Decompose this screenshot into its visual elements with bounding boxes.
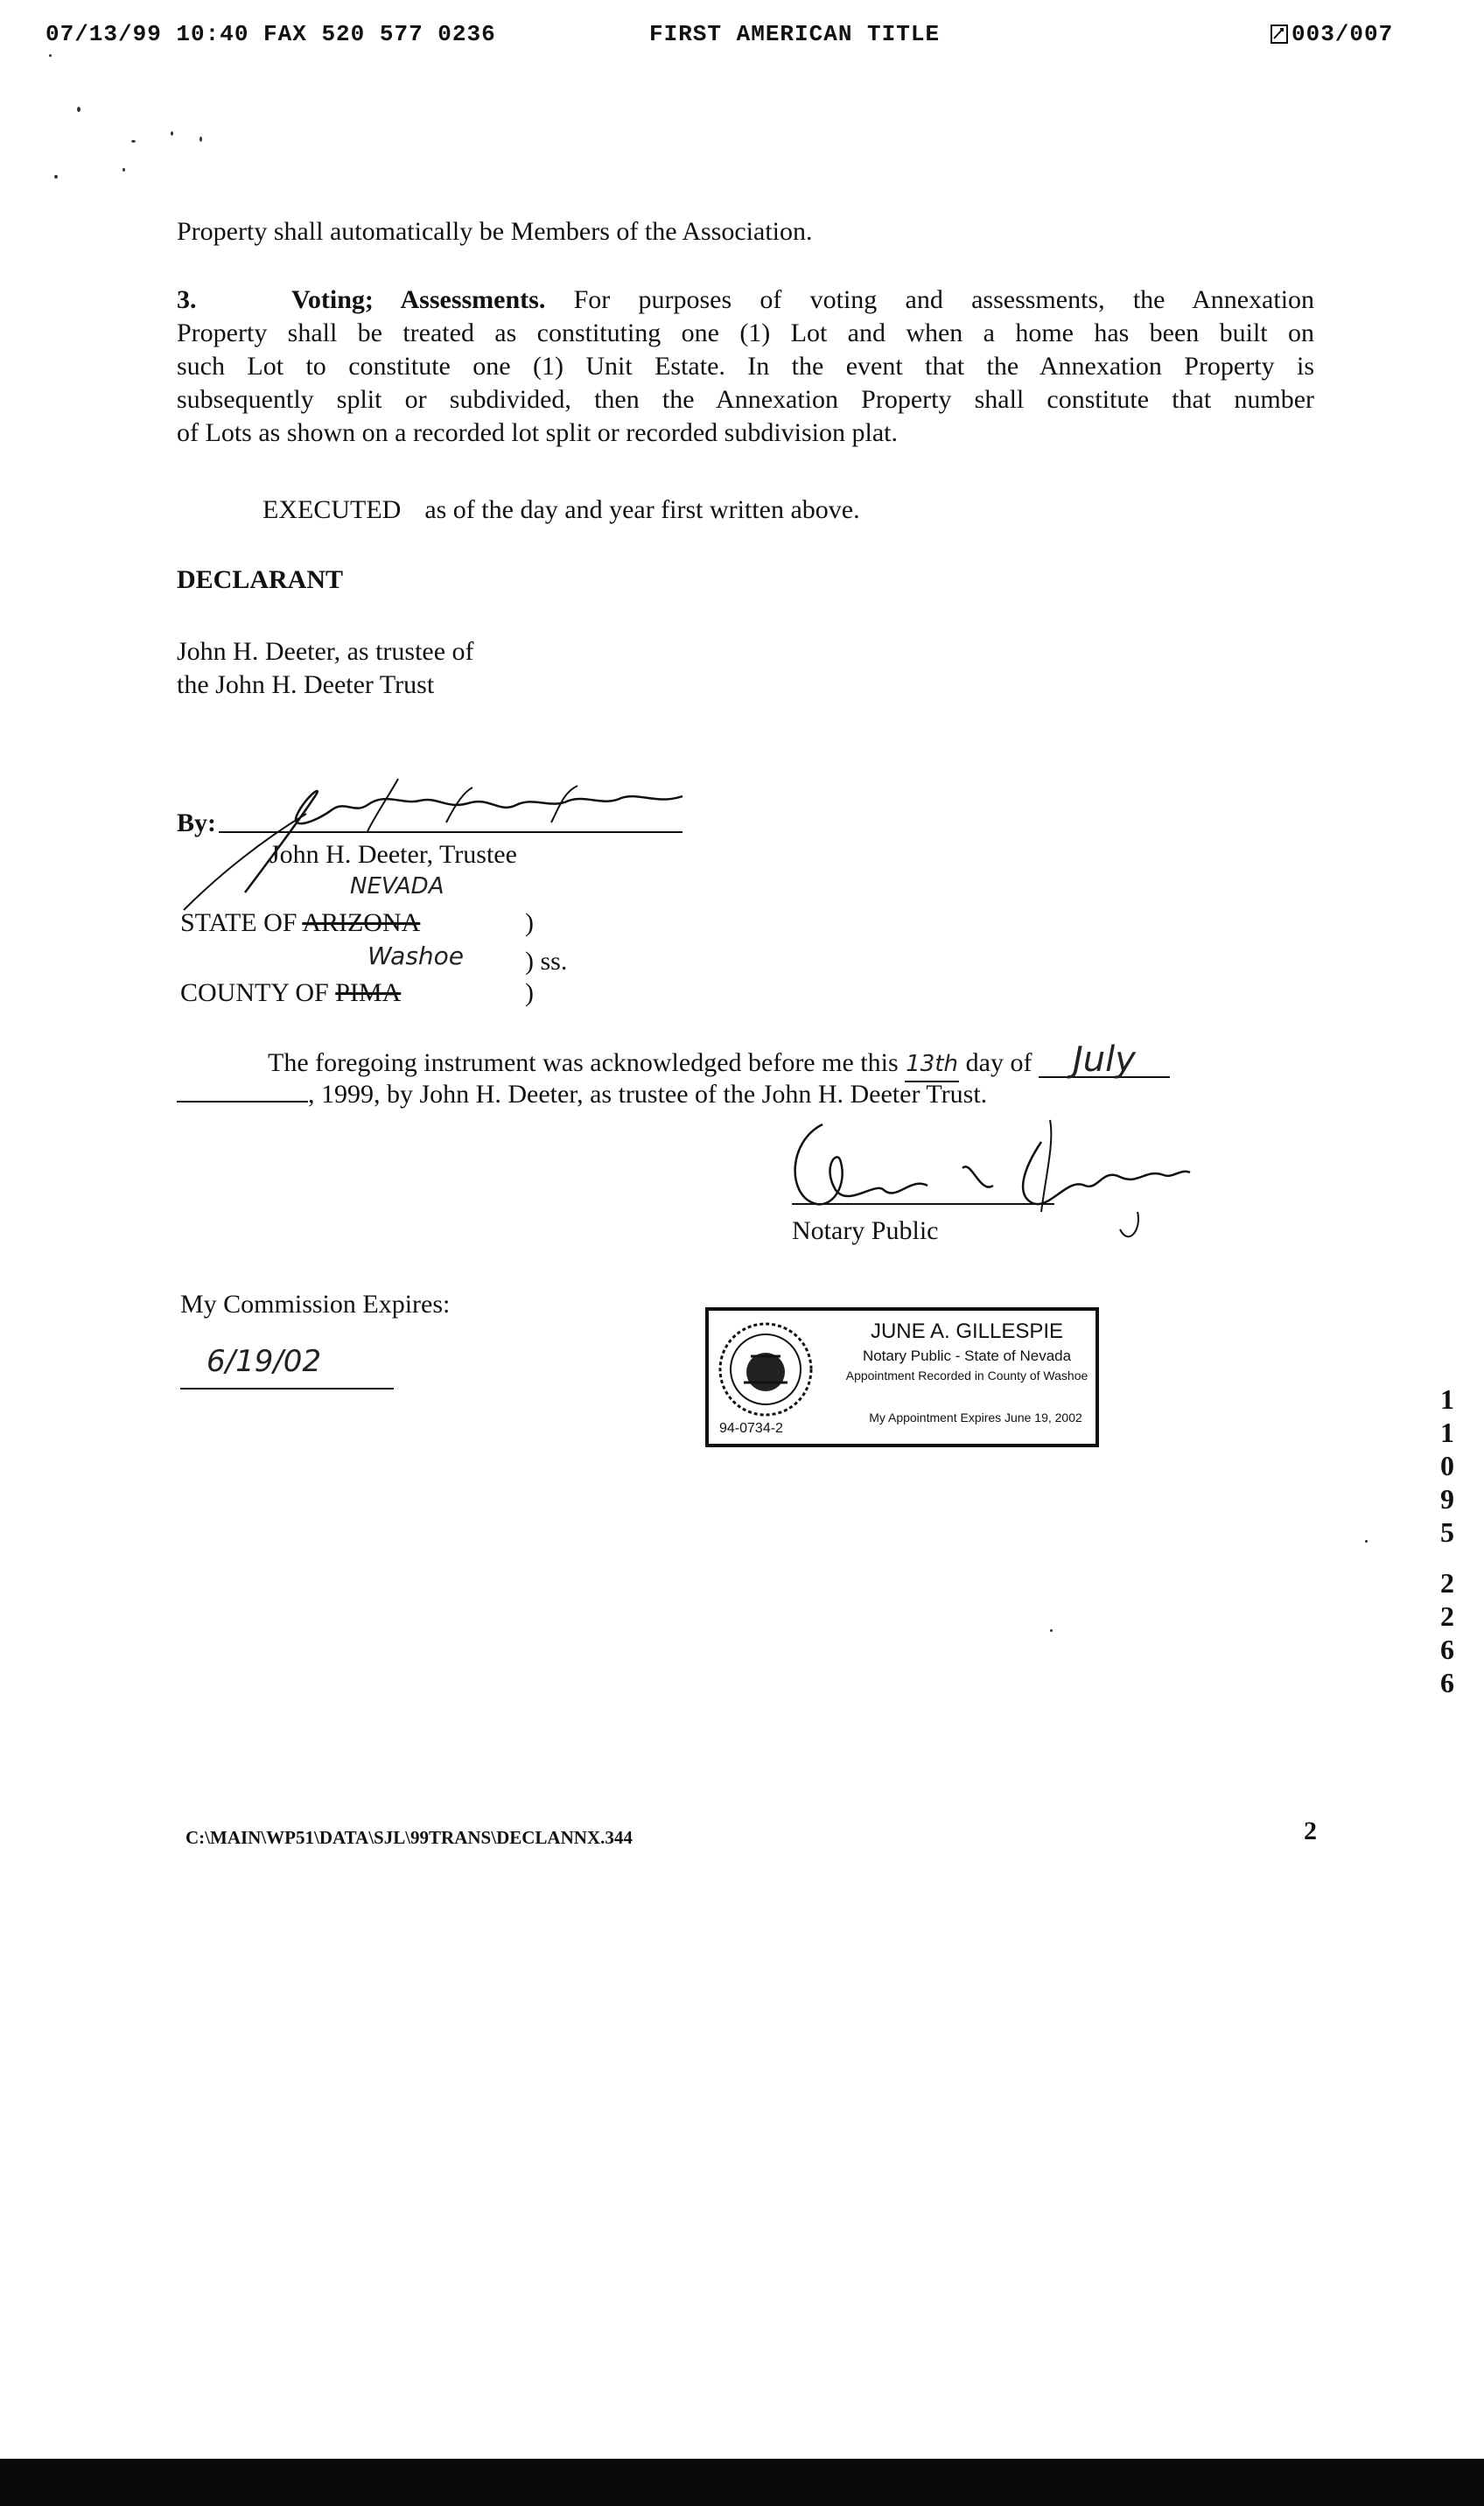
section-heading: Voting; Assessments. [291, 285, 546, 314]
section-line: For purposes of voting and assessments, the Annexation [573, 285, 1315, 314]
scan-speck [1365, 1540, 1368, 1543]
margin-recording-number [1430, 1382, 1465, 1699]
by-label: By: [177, 808, 216, 837]
fax-company: FIRST AMERICAN TITLE [649, 21, 941, 47]
county-line [180, 976, 401, 1010]
executed-word: EXECUTED [262, 495, 402, 524]
scan-speck [1050, 1629, 1053, 1632]
county-label: COUNTY OF [180, 978, 329, 1007]
margin-digit: 2 [1440, 1567, 1454, 1599]
declarant-heading: DECLARANT [177, 565, 344, 594]
venue-paren-3: ) [525, 978, 534, 1007]
ack-day-handwritten: 13th [905, 1047, 959, 1082]
scan-speck [131, 140, 136, 143]
commission-label: My Commission Expires: [180, 1290, 451, 1319]
declarant-line-1: John H. Deeter, as trustee of [177, 637, 474, 666]
declarant-line-2: the John H. Deeter Trust [177, 670, 435, 699]
county-handwritten: Washoe [368, 942, 465, 970]
scan-speck [54, 175, 58, 178]
stamp-line-2: Notary Public - State of Nevada [862, 1348, 1072, 1364]
scan-speck [171, 131, 173, 136]
margin-digit: 6 [1440, 1634, 1454, 1665]
ack-day-of: day of [965, 1048, 1032, 1077]
paragraph-members: Property shall automatically be Members of the Association. [177, 217, 813, 246]
commission-line [180, 1388, 394, 1390]
scan-speck [77, 107, 80, 112]
margin-digit: 6 [1440, 1667, 1454, 1698]
state-handwritten: NEVADA [350, 873, 444, 900]
fax-timestamp: 07/13/99 10:40 FAX 520 577 0236 [46, 21, 496, 47]
margin-digit: 5 [1440, 1516, 1454, 1548]
section-line: subsequently split or subdivided, then the Annexation Property shall constitute that number [177, 385, 1314, 414]
notary-title: Notary Public [792, 1216, 939, 1245]
venue-paren-1: ) [525, 908, 534, 937]
executed-rest: as of the day and year first written above. [424, 495, 860, 524]
executed-line [262, 494, 860, 527]
section-line: Property shall be treated as constituting one (1) Lot and when a home has been built on [177, 318, 1314, 347]
scan-speck [122, 168, 125, 172]
margin-digit: 1 [1440, 1417, 1454, 1448]
fax-page-count: 003/007 [1292, 21, 1394, 47]
margin-digit: 0 [1440, 1450, 1454, 1481]
stamp-name: JUNE A. GILLESPIE [870, 1320, 1064, 1343]
commission-date: 6/19/02 [206, 1344, 322, 1379]
notary-stamp [705, 1307, 1099, 1447]
signer-name: John H. Deeter, Trustee [270, 840, 517, 869]
stamp-line-3: Appointment Recorded in County of Washoe [845, 1368, 1088, 1382]
fax-page-counter [1270, 21, 1393, 47]
venue-paren-2: ) ss. [525, 947, 568, 976]
page-number: 2 [1304, 1816, 1317, 1845]
section-line: of Lots as shown on a recorded lot split or recorded subdivision plat. [177, 418, 899, 447]
county-struck: PIMA [335, 978, 402, 1007]
ack-text-line-2: , 1999, by John H. Deeter, as trustee of the John H. Deeter Trust. [308, 1080, 988, 1109]
margin-digit: 9 [1440, 1483, 1454, 1515]
section-line: such Lot to constitute one (1) Unit Estate. In the event that the Annexation Property is [177, 352, 1314, 381]
notary-signature-line [792, 1203, 1054, 1205]
scan-speck [49, 54, 52, 57]
scan-speck [200, 136, 202, 142]
stamp-number: 94-0734-2 [719, 1421, 783, 1436]
file-path: C:\MAIN\WP51\DATA\SJL\99TRANS\DECLANNX.344 [186, 1827, 633, 1848]
state-struck: ARIZONA [302, 908, 421, 937]
state-label: STATE OF [180, 908, 298, 937]
section-3 [177, 284, 1314, 450]
state-seal-icon [718, 1321, 814, 1418]
scan-edge-bar [0, 2459, 1484, 2506]
margin-digit: 2 [1440, 1600, 1454, 1632]
stamp-expires: My Appointment Expires June 19, 2002 [869, 1410, 1082, 1424]
state-line [180, 906, 420, 940]
ack-text-start: The foregoing instrument was acknowledged before me this [268, 1048, 899, 1077]
fax-page-icon [1270, 24, 1288, 44]
margin-digit: 1 [1440, 1383, 1454, 1415]
acknowledgment-line-1 [268, 1040, 1170, 1082]
ack-blank-line [177, 1078, 308, 1102]
section-number: 3. [177, 285, 197, 314]
ack-month-handwritten: July [1039, 1043, 1170, 1078]
